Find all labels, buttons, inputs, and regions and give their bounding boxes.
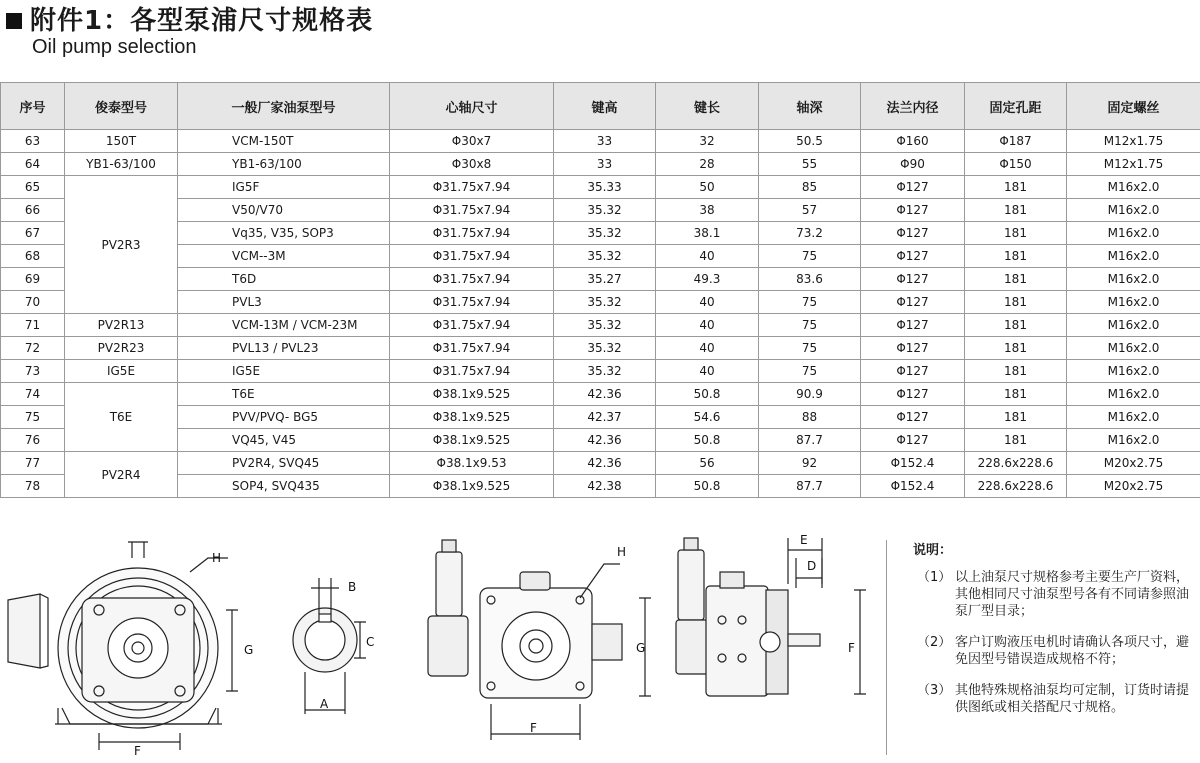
cell-mount-screw: M16x2.0 — [1067, 245, 1200, 268]
page-subtitle: Oil pump selection — [32, 36, 197, 58]
notes-divider — [886, 540, 887, 755]
table-row — [1, 245, 1200, 268]
col-header-juntai-model: 俊泰型号 — [65, 83, 178, 130]
pump-side-label-e: E — [800, 533, 808, 547]
cell-mount-screw: M16x2.0 — [1067, 429, 1200, 452]
cell-key-height: 42.36 — [554, 429, 656, 452]
cell-shaft-size: Φ30x8 — [390, 153, 554, 176]
cell-shaft-depth: 87.7 — [759, 429, 861, 452]
cell-generic-model: PVL13 / PVL23 — [178, 337, 390, 360]
cell-shaft-size: Φ31.75x7.94 — [390, 199, 554, 222]
cell-mount-hole-distance: 181 — [965, 406, 1067, 429]
cell-index: 75 — [1, 406, 65, 429]
col-header-mount-hole-distance: 固定孔距 — [965, 83, 1067, 130]
cell-flange-diameter: Φ127 — [861, 222, 965, 245]
cell-flange-diameter: Φ152.4 — [861, 452, 965, 475]
cell-mount-hole-distance: Φ187 — [965, 130, 1067, 153]
cell-mount-hole-distance: 181 — [965, 383, 1067, 406]
cell-key-length: 50.8 — [656, 429, 759, 452]
cell-mount-screw: M16x2.0 — [1067, 406, 1200, 429]
cell-mount-hole-distance: Φ150 — [965, 153, 1067, 176]
table-row — [1, 475, 1200, 498]
table-row — [1, 337, 1200, 360]
cell-key-length: 40 — [656, 360, 759, 383]
cell-index: 77 — [1, 452, 65, 475]
bullet-square-icon — [6, 13, 22, 29]
cell-key-length: 40 — [656, 314, 759, 337]
pump-front-label-h: H — [617, 545, 627, 559]
cell-shaft-depth: 85 — [759, 176, 861, 199]
cell-flange-diameter: Φ90 — [861, 153, 965, 176]
cell-key-length: 40 — [656, 291, 759, 314]
cell-mount-screw: M16x2.0 — [1067, 291, 1200, 314]
col-header-shaft-depth: 轴深 — [759, 83, 861, 130]
cell-key-height: 42.36 — [554, 452, 656, 475]
cell-shaft-size: Φ38.1x9.525 — [390, 429, 554, 452]
table-row — [1, 452, 1200, 475]
pump-side-diagram — [676, 538, 866, 696]
cell-flange-diameter: Φ160 — [861, 130, 965, 153]
cell-shaft-depth: 87.7 — [759, 475, 861, 498]
shaft-label-b: B — [348, 580, 357, 594]
table-row — [1, 176, 1200, 199]
cell-index: 64 — [1, 153, 65, 176]
cell-shaft-depth: 55 — [759, 153, 861, 176]
cell-juntai-model: 150T — [65, 130, 178, 153]
cell-shaft-size: Φ31.75x7.94 — [390, 360, 554, 383]
cell-key-height: 35.32 — [554, 199, 656, 222]
table-row — [1, 153, 1200, 176]
cell-mount-hole-distance: 228.6x228.6 — [965, 475, 1067, 498]
pump-side-label-d: D — [807, 559, 817, 573]
page-title: 附件1：各型泵浦尺寸规格表 — [30, 6, 374, 36]
cell-index: 76 — [1, 429, 65, 452]
cell-key-height: 35.33 — [554, 176, 656, 199]
cell-key-height: 35.27 — [554, 268, 656, 291]
cell-shaft-depth: 75 — [759, 314, 861, 337]
cell-key-height: 35.32 — [554, 291, 656, 314]
cell-mount-hole-distance: 181 — [965, 360, 1067, 383]
note-item — [913, 634, 1198, 668]
cell-flange-diameter: Φ127 — [861, 291, 965, 314]
cell-mount-hole-distance: 181 — [965, 268, 1067, 291]
table-row — [1, 199, 1200, 222]
cell-mount-hole-distance: 181 — [965, 314, 1067, 337]
cell-generic-model: PVV/PVQ- BG5 — [178, 406, 390, 429]
shaft-label-a: A — [320, 697, 329, 711]
cell-mount-screw: M16x2.0 — [1067, 268, 1200, 291]
cell-key-length: 56 — [656, 452, 759, 475]
cell-generic-model: V50/V70 — [178, 199, 390, 222]
cell-shaft-size: Φ31.75x7.94 — [390, 222, 554, 245]
notes-title: 说明： — [913, 543, 953, 558]
cell-shaft-depth: 57 — [759, 199, 861, 222]
table-header-row — [1, 83, 1200, 130]
pump-front-label-f: F — [530, 721, 537, 735]
note-number: （3） — [917, 683, 952, 698]
cell-key-height: 35.32 — [554, 337, 656, 360]
cell-index: 67 — [1, 222, 65, 245]
motor-label-g: G — [244, 643, 254, 657]
cell-key-height: 33 — [554, 153, 656, 176]
cell-shaft-size: Φ31.75x7.94 — [390, 268, 554, 291]
col-header-shaft-size: 心轴尺寸 — [390, 83, 554, 130]
table-row — [1, 291, 1200, 314]
cell-mount-hole-distance: 181 — [965, 222, 1067, 245]
cell-generic-model: IG5E — [178, 360, 390, 383]
cell-shaft-depth: 75 — [759, 337, 861, 360]
cell-shaft-depth: 92 — [759, 452, 861, 475]
cell-flange-diameter: Φ127 — [861, 199, 965, 222]
table-row — [1, 429, 1200, 452]
table-row — [1, 360, 1200, 383]
col-header-index: 序号 — [1, 83, 65, 130]
cell-shaft-depth: 50.5 — [759, 130, 861, 153]
cell-flange-diameter: Φ152.4 — [861, 475, 965, 498]
cell-juntai-model: PV2R4 — [65, 452, 178, 498]
cell-shaft-depth: 73.2 — [759, 222, 861, 245]
pump-spec-table — [0, 82, 1200, 498]
cell-key-length: 49.3 — [656, 268, 759, 291]
cell-index: 73 — [1, 360, 65, 383]
cell-mount-screw: M16x2.0 — [1067, 199, 1200, 222]
cell-generic-model: T6E — [178, 383, 390, 406]
cell-shaft-size: Φ31.75x7.94 — [390, 245, 554, 268]
note-item — [913, 682, 1198, 716]
cell-mount-screw: M16x2.0 — [1067, 337, 1200, 360]
cell-key-length: 38.1 — [656, 222, 759, 245]
cell-shaft-size: Φ38.1x9.525 — [390, 383, 554, 406]
pump-diagrams — [0, 528, 880, 763]
cell-mount-hole-distance: 228.6x228.6 — [965, 452, 1067, 475]
cell-index: 70 — [1, 291, 65, 314]
cell-key-length: 50 — [656, 176, 759, 199]
table-row — [1, 406, 1200, 429]
cell-flange-diameter: Φ127 — [861, 176, 965, 199]
cell-shaft-size: Φ30x7 — [390, 130, 554, 153]
pump-front-label-g: G — [636, 641, 646, 655]
cell-key-length: 40 — [656, 337, 759, 360]
title-row — [6, 6, 373, 36]
cell-key-height: 35.32 — [554, 314, 656, 337]
cell-generic-model: IG5F — [178, 176, 390, 199]
col-header-key-length: 键长 — [656, 83, 759, 130]
col-header-generic-model: 一般厂家油泵型号 — [178, 83, 390, 130]
table-row — [1, 222, 1200, 245]
cell-key-height: 35.32 — [554, 245, 656, 268]
note-text: 以上油泵尺寸规格参考主要生产厂资料，其他相同尺寸油泵型号各有不同请参照油泵厂型目录； — [955, 570, 1190, 619]
shaft-section-diagram — [293, 578, 366, 714]
cell-key-length: 32 — [656, 130, 759, 153]
cell-key-length: 28 — [656, 153, 759, 176]
cell-mount-hole-distance: 181 — [965, 291, 1067, 314]
note-item — [913, 569, 1198, 620]
cell-juntai-model: PV2R3 — [65, 176, 178, 314]
cell-shaft-size: Φ31.75x7.94 — [390, 291, 554, 314]
cell-flange-diameter: Φ127 — [861, 245, 965, 268]
motor-label-f: F — [134, 744, 141, 758]
cell-mount-hole-distance: 181 — [965, 245, 1067, 268]
cell-key-length: 50.8 — [656, 475, 759, 498]
motor-front-diagram — [8, 542, 238, 750]
table-row — [1, 268, 1200, 291]
cell-shaft-depth: 75 — [759, 360, 861, 383]
cell-shaft-size: Φ38.1x9.53 — [390, 452, 554, 475]
note-text: 其他特殊规格油泵均可定制，订货时请提供图纸或相关搭配尺寸规格。 — [955, 683, 1190, 715]
cell-key-height: 33 — [554, 130, 656, 153]
cell-mount-screw: M16x2.0 — [1067, 222, 1200, 245]
cell-flange-diameter: Φ127 — [861, 383, 965, 406]
cell-generic-model: T6D — [178, 268, 390, 291]
cell-generic-model: VCM--3M — [178, 245, 390, 268]
cell-mount-screw: M20x2.75 — [1067, 452, 1200, 475]
cell-flange-diameter: Φ127 — [861, 360, 965, 383]
cell-mount-hole-distance: 181 — [965, 337, 1067, 360]
cell-mount-screw: M16x2.0 — [1067, 176, 1200, 199]
cell-key-height: 35.32 — [554, 360, 656, 383]
col-header-flange-diameter: 法兰内径 — [861, 83, 965, 130]
cell-key-length: 40 — [656, 245, 759, 268]
cell-shaft-depth: 75 — [759, 291, 861, 314]
cell-key-height: 42.36 — [554, 383, 656, 406]
cell-generic-model: Vq35, V35, SOP3 — [178, 222, 390, 245]
cell-index: 78 — [1, 475, 65, 498]
cell-flange-diameter: Φ127 — [861, 314, 965, 337]
cell-index: 63 — [1, 130, 65, 153]
cell-index: 71 — [1, 314, 65, 337]
table-row — [1, 130, 1200, 153]
note-number: （1） — [917, 570, 952, 585]
table-body — [1, 130, 1200, 498]
cell-key-height: 35.32 — [554, 222, 656, 245]
cell-generic-model: YB1-63/100 — [178, 153, 390, 176]
cell-index: 72 — [1, 337, 65, 360]
cell-shaft-size: Φ38.1x9.525 — [390, 475, 554, 498]
cell-index: 74 — [1, 383, 65, 406]
cell-index: 68 — [1, 245, 65, 268]
cell-juntai-model: YB1-63/100 — [65, 153, 178, 176]
cell-mount-hole-distance: 181 — [965, 199, 1067, 222]
cell-flange-diameter: Φ127 — [861, 268, 965, 291]
cell-key-length: 38 — [656, 199, 759, 222]
cell-juntai-model: PV2R23 — [65, 337, 178, 360]
cell-generic-model: VQ45, V45 — [178, 429, 390, 452]
cell-key-length: 50.8 — [656, 383, 759, 406]
cell-mount-screw: M20x2.75 — [1067, 475, 1200, 498]
cell-flange-diameter: Φ127 — [861, 429, 965, 452]
col-header-mount-screw: 固定螺丝 — [1067, 83, 1200, 130]
cell-juntai-model: PV2R13 — [65, 314, 178, 337]
cell-key-height: 42.38 — [554, 475, 656, 498]
cell-generic-model: VCM-13M / VCM-23M — [178, 314, 390, 337]
cell-key-height: 42.37 — [554, 406, 656, 429]
shaft-label-c: C — [366, 635, 375, 649]
pump-front-diagram — [428, 540, 651, 740]
cell-shaft-size: Φ38.1x9.525 — [390, 406, 554, 429]
cell-generic-model: VCM-150T — [178, 130, 390, 153]
cell-shaft-size: Φ31.75x7.94 — [390, 176, 554, 199]
table-row — [1, 383, 1200, 406]
cell-index: 66 — [1, 199, 65, 222]
title-block — [6, 6, 373, 58]
cell-flange-diameter: Φ127 — [861, 406, 965, 429]
cell-juntai-model: T6E — [65, 383, 178, 452]
cell-index: 65 — [1, 176, 65, 199]
note-text: 客户订购液压电机时请确认各项尺寸，避免因型号错误造成规格不符； — [955, 635, 1190, 667]
cell-mount-screw: M16x2.0 — [1067, 314, 1200, 337]
cell-generic-model: SOP4, SVQ435 — [178, 475, 390, 498]
cell-shaft-depth: 83.6 — [759, 268, 861, 291]
cell-generic-model: PV2R4, SVQ45 — [178, 452, 390, 475]
cell-generic-model: PVL3 — [178, 291, 390, 314]
note-number: （2） — [917, 635, 952, 650]
notes-block — [913, 542, 1198, 730]
cell-mount-hole-distance: 181 — [965, 176, 1067, 199]
cell-shaft-size: Φ31.75x7.94 — [390, 314, 554, 337]
cell-shaft-size: Φ31.75x7.94 — [390, 337, 554, 360]
cell-mount-screw: M16x2.0 — [1067, 383, 1200, 406]
cell-mount-hole-distance: 181 — [965, 429, 1067, 452]
cell-key-length: 54.6 — [656, 406, 759, 429]
cell-shaft-depth: 88 — [759, 406, 861, 429]
cell-mount-screw: M12x1.75 — [1067, 130, 1200, 153]
cell-index: 69 — [1, 268, 65, 291]
table-row — [1, 314, 1200, 337]
pump-side-label-f: F — [848, 641, 855, 655]
motor-label-h: H — [212, 551, 222, 565]
cell-juntai-model: IG5E — [65, 360, 178, 383]
col-header-key-height: 键高 — [554, 83, 656, 130]
cell-shaft-depth: 75 — [759, 245, 861, 268]
cell-flange-diameter: Φ127 — [861, 337, 965, 360]
cell-shaft-depth: 90.9 — [759, 383, 861, 406]
cell-mount-screw: M12x1.75 — [1067, 153, 1200, 176]
cell-mount-screw: M16x2.0 — [1067, 360, 1200, 383]
